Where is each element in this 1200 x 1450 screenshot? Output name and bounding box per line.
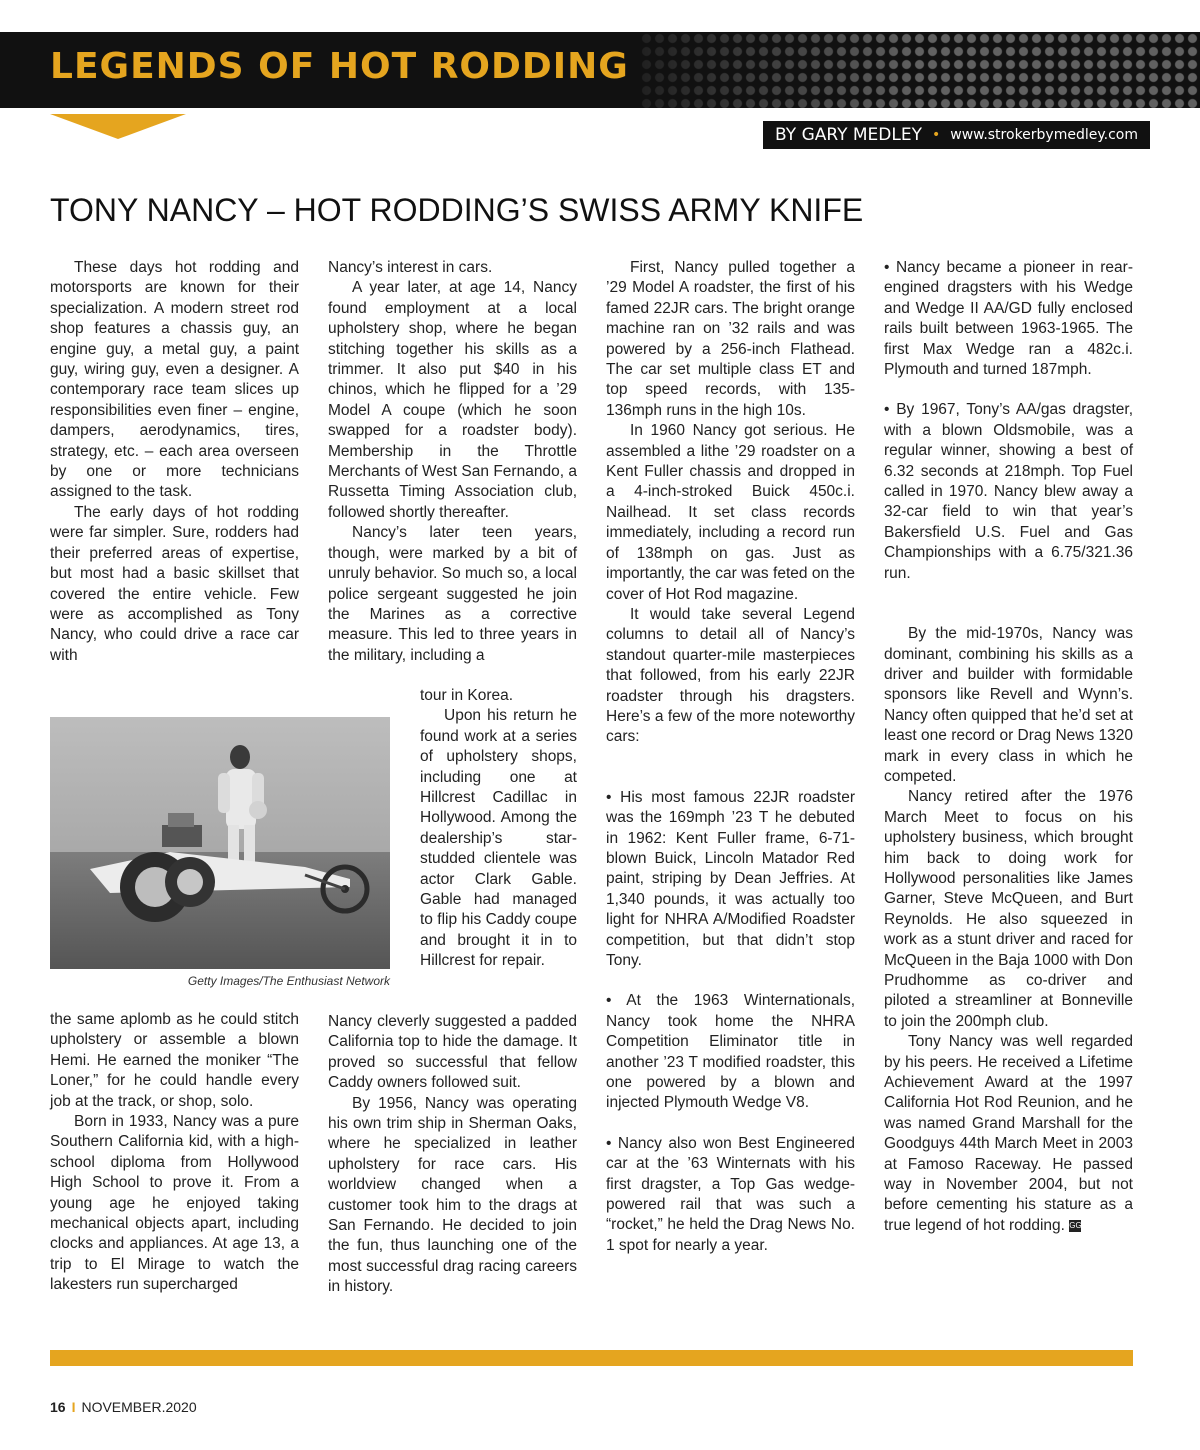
issue-date: NOVEMBER.2020 — [81, 1399, 197, 1415]
halftone-pattern — [640, 32, 1200, 108]
column-2-top — [328, 258, 577, 666]
paragraph: Nancy cleverly suggested a padded California top to hide the damage. It proved so successful that fellow Caddy owners followed suit. — [328, 1013, 577, 1092]
page-number: 16 — [50, 1399, 66, 1415]
banner-arrow-icon — [50, 114, 186, 139]
photo-credit: Getty Images/The Enthusiast Network — [187, 974, 390, 988]
page-footer — [50, 1399, 197, 1415]
byline-bar — [763, 121, 1150, 149]
footer-separator: I — [71, 1399, 76, 1415]
paragraph: These days hot rodding and motorsports are known for their specialization. A modern street rod shop features a chassis guy, an engine guy, a metal guy, a paint guy, wiring guy, even a designer. A contemporary race team slices up responsibilities even finer – engine, dampers, aerodynamics, tires, strategy, etc. – each area overseen by one or more technicians assigned to the task. — [50, 259, 299, 501]
byline-author: BY GARY MEDLEY — [775, 125, 922, 145]
paragraph-text: Tony Nancy was well regarded by his peers. He received a Lifetime Achievement Award at the 1997 California Hot Rod Reunion, and he was named Grand Marshall for the Goodguys 44th March Meet in 2003 at Famoso Raceway. He passed way in November 2004, but not before cementing his stature as a true legend of hot rodding. — [884, 1033, 1133, 1234]
paragraph: By the mid-1970s, Nancy was dominant, combining his skills as a driver and builder with formidable sponsors like Revell and Wynn’s. Nancy often quipped that he’d set at least one record or Drag News 1320 mark in every class in which he competed. — [884, 625, 1133, 785]
end-mark-icon: GG — [1069, 1220, 1082, 1230]
paragraph: It would take several Legend columns to detail all of Nancy’s standout quarter-mile masterpieces that followed, from his early 22JR roadster through his dragsters. Here’s a few of the more noteworthy cars: — [606, 605, 855, 746]
byline-bullet: • — [931, 127, 941, 143]
paragraph: First, Nancy pulled together a ’29 Model A roadster, the first of his famed 22JR cars. The bright orange machine ran on ’32 rails and was powered by a 256-inch Flathead. The car set multiple class ET and top speed records, with 135-136mph runs in the high 10s. — [606, 259, 855, 419]
list-item: • By 1967, Tony’s AA/gas dragster, with a blown Oldsmobile, was a regular winner, showing a best of 6.32 seconds at 218mph. Top Fuel called in 1970. Nancy blew away a 32-car field to win that year’s Bakersfield U.S. Fuel and Gas Championships with a 6.75/321.36 run. — [884, 401, 1133, 582]
column-1-bottom — [50, 1010, 299, 1296]
paragraph: By 1956, Nancy was operating his own trim ship in Sherman Oaks, where he specialized in leather upholstery for race cars. His worldview changed when a customer took him to the drags at San Fernando. He decided to join the fun, thus launching one of the most successful drag racing careers in history. — [328, 1094, 577, 1296]
paragraph: A year later, at age 14, Nancy found employment at a local upholstery shop, where he began stitching together his skills as a trimmer. It also put $40 in his chinos, which he flipped for a ’29 Model A coupe (which he soon swapped for a roadster body). Membership in the Throttle Merchants of West San Fernando, a Russetta Timing Association club, followed shortly thereafter. — [328, 279, 577, 521]
column-2-narrow — [420, 686, 577, 972]
section-banner — [0, 32, 1200, 108]
section-title: LEGENDS OF HOT RODDING — [50, 46, 629, 87]
paragraph: Nancy’s later teen years, though, were marked by a bit of unruly behavior. So much so, a local police sergeant suggested he join the Marines as a corrective measure. This led to three years in the military, including a — [328, 524, 577, 664]
paragraph: The early days of hot rodding were far simpler. Sure, rodders had their preferred areas of expertise, but most had a basic skillset that covered the entire vehicle. Few were as accomplished as Tony Nancy, who could drive a race car with — [50, 503, 299, 664]
footer-rule — [50, 1350, 1133, 1366]
column-4 — [884, 258, 1133, 1236]
column-1-top — [50, 258, 299, 666]
column-3 — [606, 258, 855, 1256]
byline-website[interactable]: www.strokerbymedley.com — [950, 127, 1138, 143]
paragraph: tour in Korea. — [420, 687, 514, 704]
column-2-bottom — [328, 1012, 577, 1298]
paragraph: Nancy’s interest in cars. — [328, 259, 493, 276]
paragraph: the same aplomb as he could stitch upholstery or assemble a blown Hemi. He earned the moniker “The Loner,” for he could handle every job at the track, or shop, solo. — [50, 1011, 299, 1110]
paragraph: Nancy retired after the 1976 March Meet to focus on his upholstery business, which brought him back to doing work for Hollywood personalities like James Garner, Steve McQueen, and Burt Reynolds. He also squeezed in work as a stunt driver and raced for McQueen in the Baja 1000 with Don Prudhomme as co-driver and piloted a streamliner at Bonneville to join the 200mph club. — [884, 788, 1133, 1030]
dragster-photo-icon — [50, 717, 390, 969]
article-headline: TONY NANCY – HOT RODDING’S SWISS ARMY KNIFE — [50, 192, 864, 228]
paragraph-final — [884, 1032, 1133, 1236]
paragraph: In 1960 Nancy got serious. He assembled a lithe ’29 roadster on a Kent Fuller chassis and dropped in a 4-inch-stroked Buick 450c.i. Nailhead. It set class records immediately, including a record run of 138mph on gas. Just as importantly, the car was feted on the cover of Hot Rod magazine. — [606, 422, 855, 603]
list-item: • At the 1963 Winternationals, Nancy took home the NHRA Competition Eliminator title in another ’23 T modified roadster, this one powered by a blown and injected Plymouth Wedge V8. — [606, 992, 855, 1112]
list-item: • Nancy also won Best Engineered car at the ’63 Winternats with his first dragster, a Top Gas wedge-powered rail that was such a “rocket,” he held the Drag News No. 1 spot for nearly a year. — [606, 1134, 855, 1254]
list-item: • His most famous 22JR roadster was the 169mph ’23 T he debuted in 1962: Kent Fuller frame, 6-71-blown Buick, Lincoln Matador Red paint, striping by Dean Jeffries. At 1,340 pounds, it was actually too light for NHRA A/Modified Roadster competition, but that didn’t stop Tony. — [606, 788, 855, 969]
article-photo — [50, 717, 390, 969]
paragraph: Upon his return he found work at a series of upholstery shops, including one at Hillcrest Cadillac in Hollywood. Among the dealership’s star-studded clientele was actor Clark Gable. Gable had managed to flip his Caddy coupe and brought it in to Hillcrest for repair. — [420, 707, 577, 970]
paragraph: Born in 1933, Nancy was a pure Southern California kid, with a high-school diploma from Hollywood High School to prove it. From a young age he enjoyed taking mechanical objects apart, including clocks and appliances. At age 13, a trip to El Mirage to watch the lakesters run supercharged — [50, 1113, 299, 1294]
list-item: • Nancy became a pioneer in rear-engined dragsters with his Wedge and Wedge II AA/GD fully enclosed rails built between 1963-1965. The first Max Wedge ran a 482c.i. Plymouth and turned 187mph. — [884, 259, 1133, 379]
